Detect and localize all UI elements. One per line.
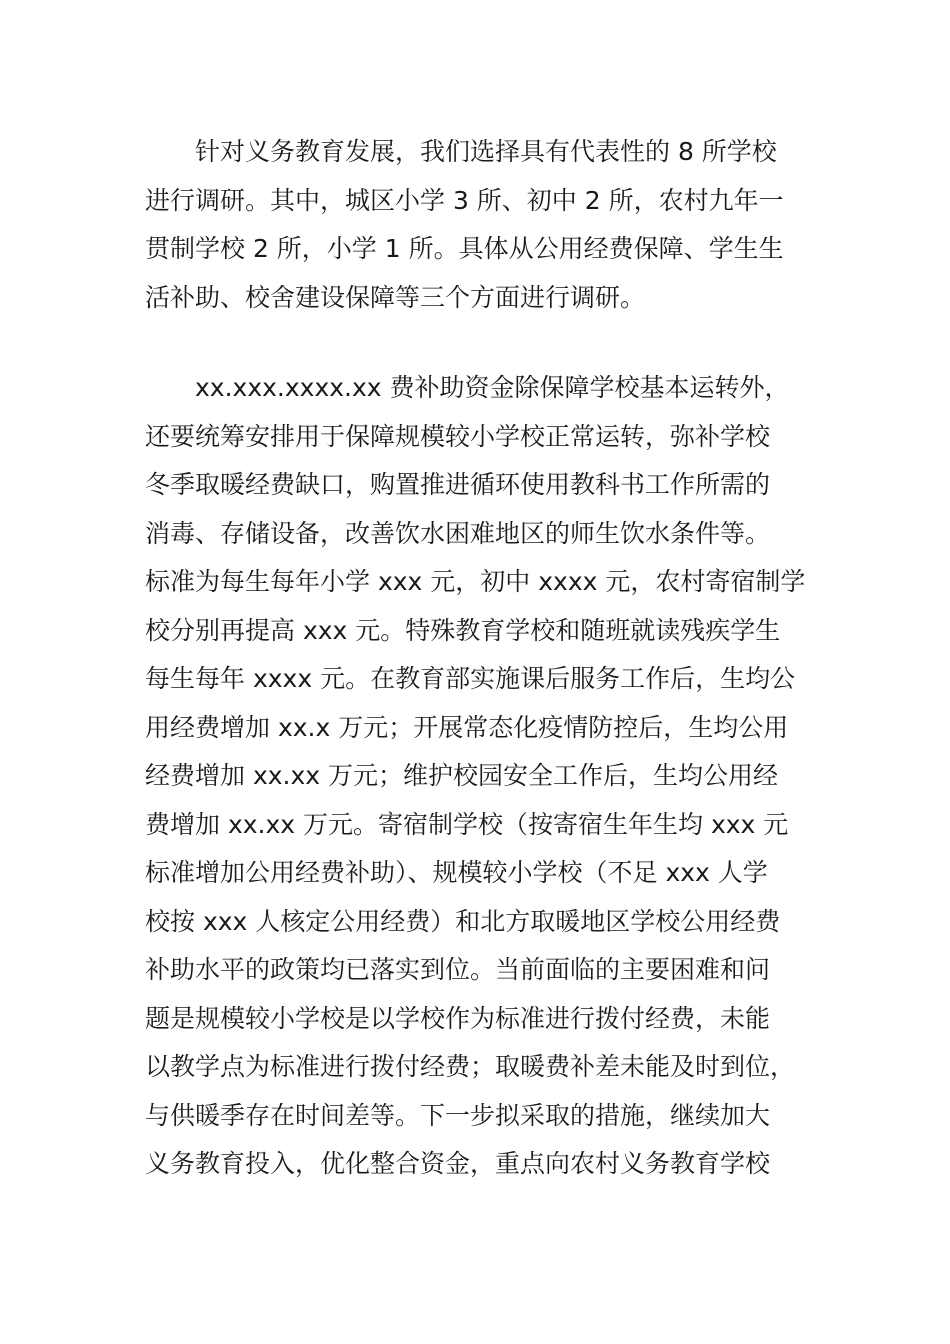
text-line: 校分别再提高 xxx 元。特殊教育学校和随班就读残疾学生 — [145, 615, 781, 645]
text-line: 义务教育投入，优化整合资金，重点向农村义务教育学校 — [145, 1149, 771, 1178]
text-line: 冬季取暖经费缺口，购置推进循环使用教科书工作所需的 — [145, 470, 771, 499]
text-line: xx.xxx.xxxx.xx 费补助资金除保障学校基本运转外， — [195, 373, 790, 402]
text-line: 针对义务教育发展，我们选择具有代表性的 8 所学校 — [195, 137, 777, 166]
text-line: 校按 xxx 人核定公用经费）和北方取暖地区学校公用经费 — [145, 906, 781, 936]
text-line: 消毒、存储设备，改善饮水困难地区的师生饮水条件等。 — [145, 518, 771, 548]
text-line: 与供暖季存在时间差等。下一步拟采取的措施，继续加大 — [145, 1100, 771, 1130]
text-line: 题是规模较小学校是以学校作为标准进行拨付经费，未能 — [145, 1003, 771, 1033]
text-line: 补助水平的政策均已落实到位。当前面临的主要困难和问 — [145, 955, 771, 984]
text-line: 经费增加 xx.xx 万元；维护校园安全工作后，生均公用经 — [145, 761, 779, 790]
text-line: 每生每年 xxxx 元。在教育部实施课后服务工作后，生均公 — [145, 664, 796, 693]
text-line: 贯制学校 2 所，小学 1 所。具体从公用经费保障、学生生 — [145, 234, 784, 263]
text-line: 以教学点为标准进行拨付经费；取暖费补差未能及时到位， — [145, 1052, 796, 1081]
paragraph-funding-details — [145, 364, 810, 1189]
text-line: 用经费增加 xx.x 万元；开展常态化疫情防控后，生均公用 — [145, 712, 789, 742]
text-line: 活补助、校舍建设保障等三个方面进行调研。 — [145, 282, 646, 312]
text-line: 标准增加公用经费补助）、规模较小学校（不足 xxx 人学 — [145, 858, 768, 887]
paragraph-survey-intro — [145, 128, 810, 322]
text-line: 标准为每生每年小学 xxx 元，初中 xxxx 元，农村寄宿制学 — [145, 567, 806, 596]
text-line: 还要统筹安排用于保障规模较小学校正常运转，弥补学校 — [145, 421, 771, 451]
text-line: 费增加 xx.xx 万元。寄宿制学校（按寄宿生年生均 xxx 元 — [145, 809, 789, 839]
text-line: 进行调研。其中，城区小学 3 所、初中 2 所，农村九年一 — [145, 185, 784, 215]
